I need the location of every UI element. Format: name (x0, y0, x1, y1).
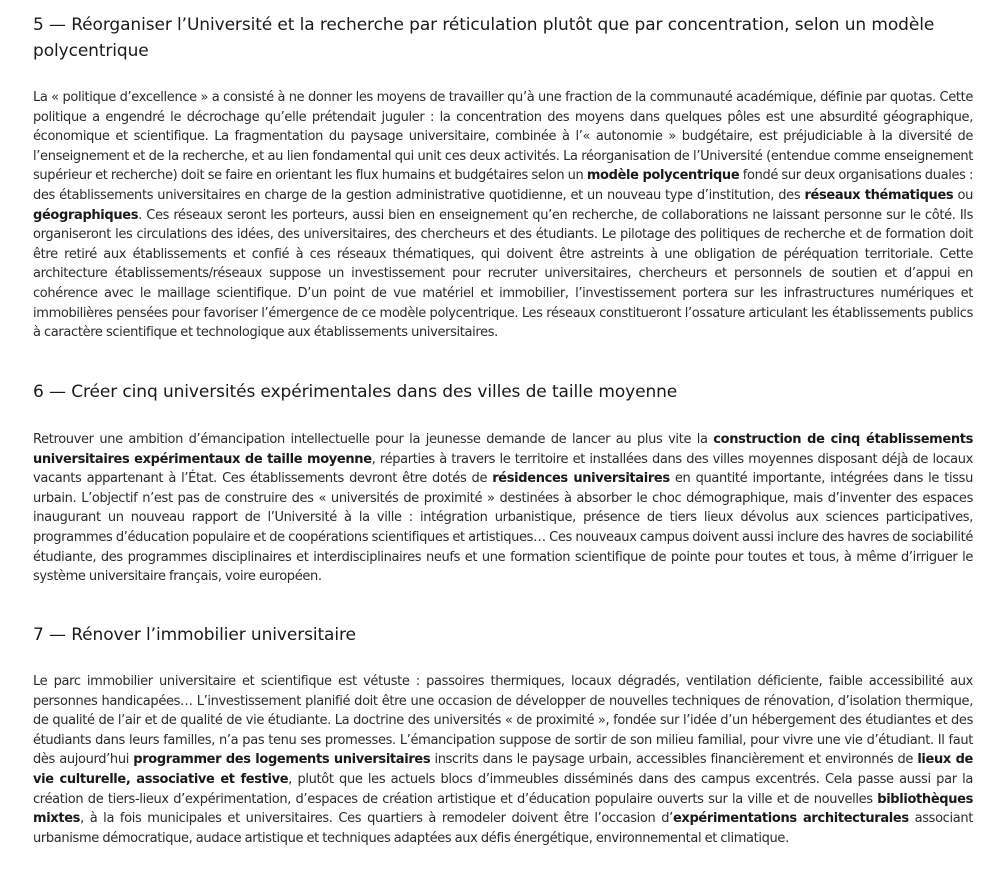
section-6-body (33, 430, 973, 587)
text-run: inscrits dans le paysage urbain, accessibles financièrement et environnés de (430, 752, 918, 768)
text-run: associant urbanisme démocratique, audace artistique et techniques adaptées aux défis énergétique, environnemental et climatique. (33, 811, 973, 846)
bold-text: résidences universitaires (492, 471, 670, 487)
bold-text: réseaux thématiques (804, 187, 954, 203)
text-run: en quantité importante, intégrées dans le tissu urbain. L’objectif n’est pas de construire des « universités de proximité » destinées à absorber le choc démographique, mais d’inventer des espaces inaugurant un nouveau rapport de l’Université à la ville : intégration urbanistique, présence de tiers lieux dévolus aux sciences participatives, programmes d’éducation populaire et de coopérations scientifiques et artistiques… Ces nouveaux campus doivent aussi inclure des havres de sociabilité étudiante, des programmes disciplinaires et interdisciplinaires neufs et une formation scientifique de pointe pour toutes et tous, à même d’irriguer le système universitaire français, voire européen. (33, 471, 973, 585)
section-7-body (33, 672, 973, 848)
section-7-paragraph (33, 672, 973, 848)
text-run: , réparties à travers le territoire et installées dans des villes moyennes disposant déjà de locaux vacants appartenant à l’État. Ces établissements devront être dotés de (33, 451, 973, 487)
section-5 (33, 12, 973, 64)
section-5-paragraph (33, 88, 973, 343)
bold-text: expérimentations architecturales (672, 811, 909, 827)
bold-text: programmer des logements universitaires (133, 752, 431, 768)
text-run: La « politique d’excellence » a consisté à ne donner les moyens de travailler qu’à une fraction de la communauté académique, définie par quotas. Cette politique a engendré le décrochage qu’elle prétendait juguler : la concentration des moyens dans quelques pôles est une absurdité géographique, économique et scientifique. La fragmentation du paysage universitaire, combinée à l’« autonomie » budgétaire, est préjudiciable à la diversité de l’enseignement et de la recherche, et au lien fondamental qui unit ces deux activités. La réorganisation de l’Université (entendue comme enseignement supérieur et recherche) doit se faire en orientant les flux humains et budgétaires selon un (33, 90, 973, 184)
bold-text: construction de cinq établissements universitaires expérimentaux de taille moyenne (33, 432, 973, 467)
section-5-body (33, 88, 973, 343)
bold-text: géographiques (33, 207, 139, 223)
section-6-heading: 6 — Créer cinq universités expérimentales dans des villes de taille moyenne (33, 382, 678, 402)
section-7-heading: 7 — Rénover l’immobilier universitaire (33, 625, 356, 645)
text-run: . Ces réseaux seront les porteurs, aussi bien en enseignement qu’en recherche, de collaborations ne laissant personne sur le côté. Ils organiseront les circulations des idées, des universitaires, des chercheurs et des étudiants. Le pilotage des politiques de recherche et de formation doit être retiré aux établissements et confié à ces réseaux thématiques, qui doivent être astreints à une obligation de péréquation territoriale. Cette architecture établissements/réseaux suppose un investissement pour recruter universitaires, chercheurs et personnels de soutien et d’appui en cohérence avec le maillage scientifique. D’un point de vue matériel et immobilier, l’investissement portera sur les infrastructures numériques et immobilières pensées pour favoriser l’émergence de ce modèle polycentrique. Les réseaux constitueront l’ossature articulant les établissements publics à caractère scientifique et technologique aux établissements universitaires. (33, 207, 973, 341)
text-run: fondé sur deux organisations duales : des établissements universitaires en charge de la gestion administrative quotidienne, et un nouveau type d’institution, des (33, 168, 973, 203)
text-run: , à la fois municipales et universitaires. Ces quartiers à remodeler doivent être l’occasion d’ (80, 811, 673, 827)
bold-text: lieux de vie culturelle, associative et festive (33, 752, 973, 787)
text-run: Retrouver une ambition d’émancipation intellectuelle pour la jeunesse demande de lancer au plus vite la (33, 432, 714, 447)
section-6-paragraph (33, 430, 973, 587)
section-5-heading: 5 — Réorganiser l’Université et la recherche par réticulation plutôt que par concentration, selon un modèle polycentrique (33, 15, 935, 61)
text-run: , plutôt que les actuels blocs d’immeubles disséminés dans des campus excentrés. Cela passe aussi par la création de tiers-lieux d’expérimentation, d’espaces de création artistique et d’éducation populaire ouverts sur la ville et de nouvelles (33, 771, 973, 807)
text-run: ou (953, 187, 973, 203)
section-7 (33, 622, 973, 648)
bold-text: bibliothèques mixtes (33, 791, 973, 827)
bold-text: modèle polycentrique (586, 168, 740, 184)
text-run: Le parc immobilier universitaire et scientifique est vétuste : passoires thermiques, locaux dégradés, ventilation déficiente, faible accessibilité aux personnes handicapées… L’investissement planifié doit être une occasion de développer de nouvelles techniques de rénovation, d’isolation thermique, de qualité de l’air et de qualité de vie étudiante. La doctrine des universités « de proximité », fondée sur l’idée d’un hébergement des étudiantes et des étudiants dans leurs familles, n’a pas tenu ses promesses. L’émancipation suppose de sortir de son milieu familial, pour vivre une vie d’étudiant. Il faut dès aujourd’hui (33, 674, 973, 768)
section-6 (33, 379, 973, 405)
